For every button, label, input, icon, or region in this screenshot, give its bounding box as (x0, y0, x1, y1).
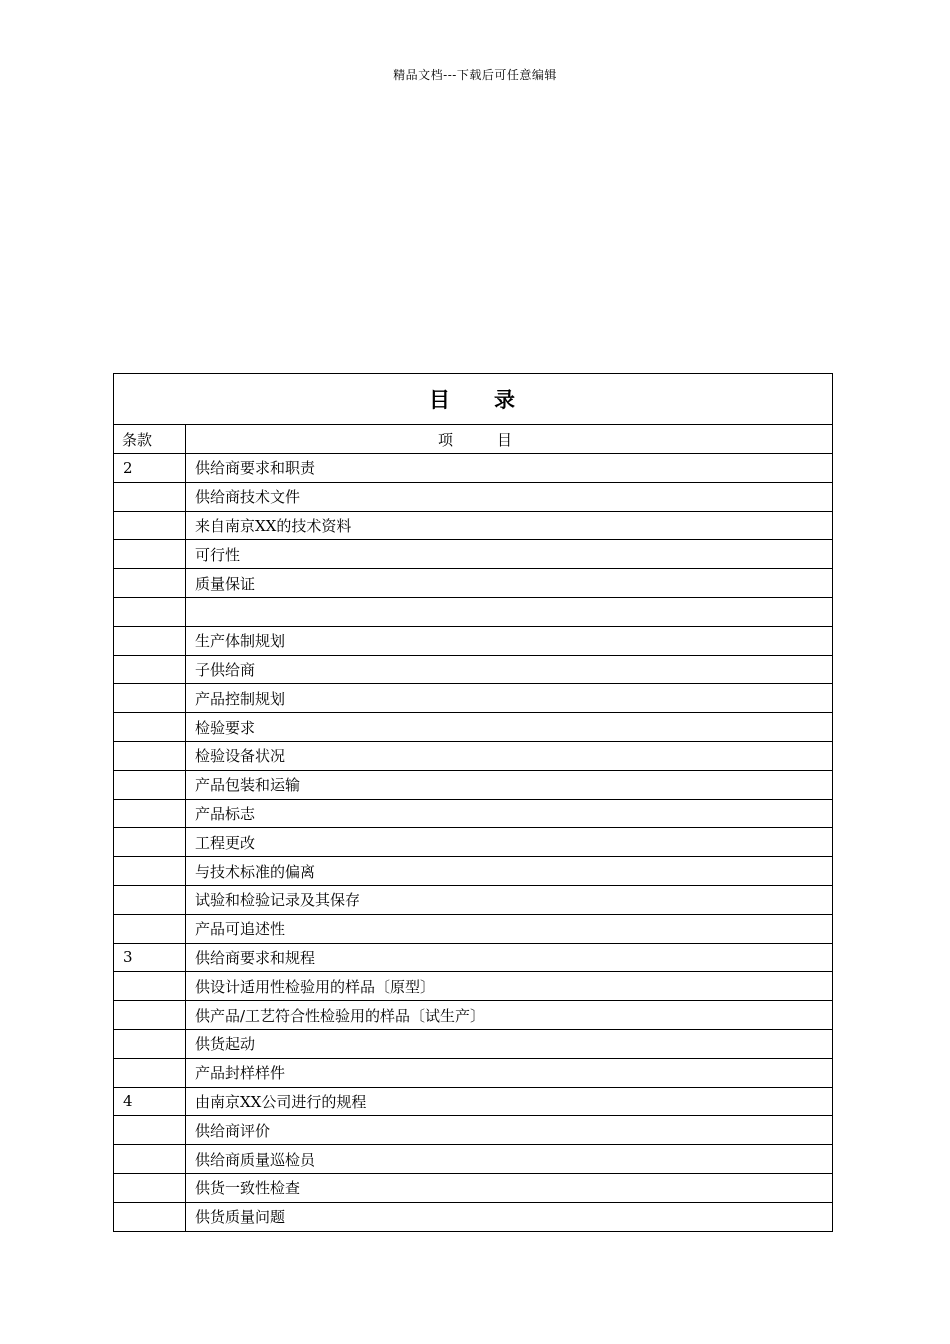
item-cell: 供产品/工艺符合性检验用的样品〔试生产〕 (186, 1001, 833, 1030)
clause-cell (114, 885, 186, 914)
table-row (114, 597, 833, 626)
clause-cell (114, 684, 186, 713)
item-cell: 可行性 (186, 540, 833, 569)
clause-cell (114, 1116, 186, 1145)
clause-cell (114, 857, 186, 886)
item-cell: 供设计适用性检验用的样品〔原型〕 (186, 972, 833, 1001)
clause-cell (114, 1029, 186, 1058)
toc-title (114, 374, 833, 425)
clause-cell (114, 540, 186, 569)
item-cell: 供给商评价 (186, 1116, 833, 1145)
item-cell: 产品标志 (186, 799, 833, 828)
clause-cell (114, 770, 186, 799)
table-row (114, 770, 833, 799)
item-cell (186, 597, 833, 626)
clause-cell (114, 511, 186, 540)
table-row (114, 540, 833, 569)
table-row (114, 914, 833, 943)
clause-cell (114, 1202, 186, 1231)
toc-body (114, 454, 833, 1232)
clause-cell (114, 972, 186, 1001)
clause-cell (114, 626, 186, 655)
table-row (114, 684, 833, 713)
item-cell: 试验和检验记录及其保存 (186, 885, 833, 914)
table-row (114, 1145, 833, 1174)
toc-title-right: 录 (494, 387, 517, 412)
item-cell: 来自南京XX的技术资料 (186, 511, 833, 540)
table-row (114, 655, 833, 684)
table-row (114, 1173, 833, 1202)
table-row (114, 511, 833, 540)
clause-cell (114, 482, 186, 511)
table-row (114, 626, 833, 655)
clause-cell (114, 569, 186, 598)
clause-cell: 4 (114, 1087, 186, 1116)
clause-cell: 3 (114, 943, 186, 972)
header-text: 精品文档---下载后可任意编辑 (393, 68, 557, 82)
item-cell: 工程更改 (186, 828, 833, 857)
item-cell: 质量保证 (186, 569, 833, 598)
table-row (114, 1058, 833, 1087)
clause-cell (114, 914, 186, 943)
table-row (114, 799, 833, 828)
item-cell: 供给商要求和职责 (186, 454, 833, 483)
table-row (114, 1087, 833, 1116)
table-row (114, 857, 833, 886)
table-row (114, 454, 833, 483)
clause-cell (114, 1145, 186, 1174)
clause-cell (114, 1058, 186, 1087)
table-row (114, 1202, 833, 1231)
toc-title-left: 目 (429, 387, 452, 412)
item-cell: 供给商技术文件 (186, 482, 833, 511)
clause-cell (114, 655, 186, 684)
item-cell: 供给商要求和规程 (186, 943, 833, 972)
table-row (114, 482, 833, 511)
item-cell: 检验设备状况 (186, 741, 833, 770)
toc-header-row (114, 425, 833, 454)
item-cell: 产品封样样件 (186, 1058, 833, 1087)
clause-cell (114, 828, 186, 857)
table-row (114, 943, 833, 972)
item-cell: 生产体制规划 (186, 626, 833, 655)
table-row (114, 569, 833, 598)
clause-cell (114, 1001, 186, 1030)
clause-cell (114, 713, 186, 742)
clause-cell (114, 597, 186, 626)
item-cell: 供货质量问题 (186, 1202, 833, 1231)
item-header-right: 目 (497, 430, 513, 449)
table-row (114, 885, 833, 914)
item-cell: 产品可追述性 (186, 914, 833, 943)
table-row (114, 828, 833, 857)
table-row (114, 741, 833, 770)
clause-column-header: 条款 (114, 425, 186, 454)
clause-cell (114, 741, 186, 770)
table-of-contents (113, 373, 833, 1232)
item-cell: 供货起动 (186, 1029, 833, 1058)
table-row (114, 1029, 833, 1058)
item-cell: 产品控制规划 (186, 684, 833, 713)
table-row (114, 713, 833, 742)
table-row (114, 1001, 833, 1030)
item-cell: 产品包装和运输 (186, 770, 833, 799)
clause-cell (114, 799, 186, 828)
toc-title-row (114, 374, 833, 425)
item-column-header (186, 425, 833, 454)
item-cell: 供货一致性检查 (186, 1173, 833, 1202)
item-cell: 与技术标准的偏离 (186, 857, 833, 886)
clause-cell: 2 (114, 454, 186, 483)
table-row (114, 1116, 833, 1145)
item-cell: 检验要求 (186, 713, 833, 742)
item-cell: 由南京XX公司进行的规程 (186, 1087, 833, 1116)
table-row (114, 972, 833, 1001)
item-header-left: 项 (437, 430, 453, 449)
clause-cell (114, 1173, 186, 1202)
item-cell: 子供给商 (186, 655, 833, 684)
item-cell: 供给商质量巡检员 (186, 1145, 833, 1174)
page-header (0, 66, 950, 84)
